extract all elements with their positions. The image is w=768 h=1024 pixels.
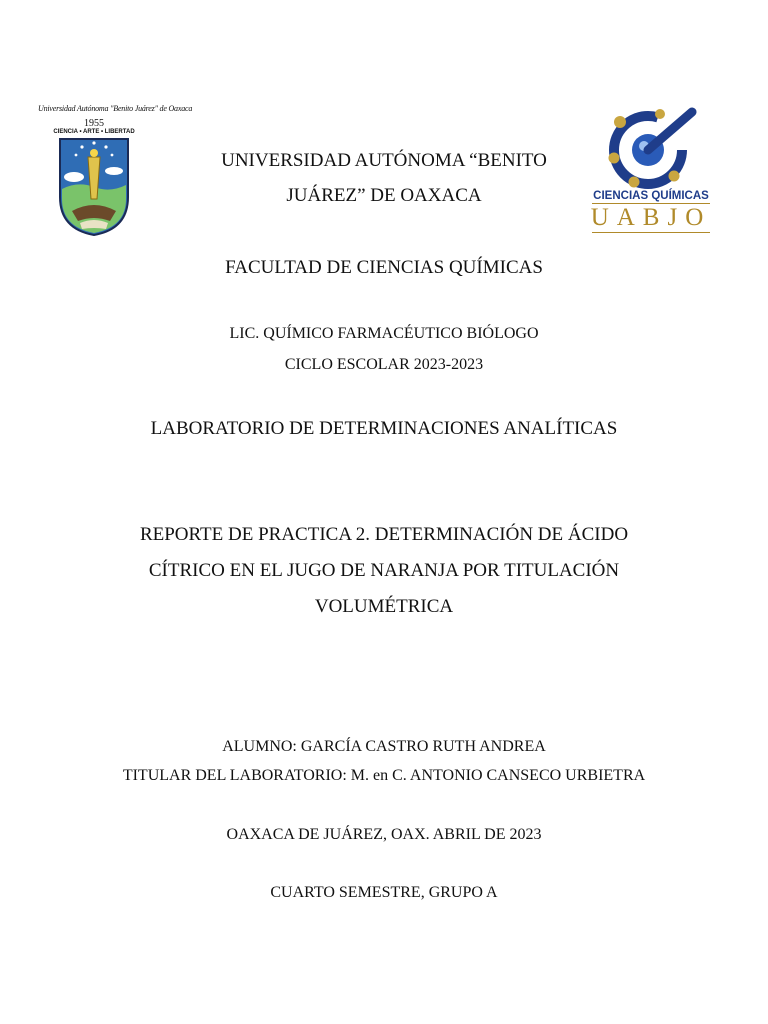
faculty-name: FACULTAD DE CIENCIAS QUÍMICAS — [225, 257, 543, 278]
place-and-date: OAXACA DE JUÁREZ, OAX. ABRIL DE 2023 — [226, 826, 542, 843]
school-cycle: CICLO ESCOLAR 2023-2023 — [284, 356, 484, 373]
laboratory-name: LABORATORIO DE DETERMINACIONES ANALÍTICAS — [150, 418, 618, 439]
logo-rule-bottom — [592, 232, 710, 233]
seal-year: 1955 — [84, 118, 104, 129]
report-title-line1: REPORTE DE PRACTICA 2. DETERMINACIÓN DE ÁCIDO — [139, 524, 629, 545]
report-title-line2: CÍTRICO EN EL JUGO DE NARANJA POR TITULACIÓN — [148, 560, 620, 581]
report-title-line3: VOLUMÉTRICA — [314, 596, 454, 617]
university-name-line2: JUÁREZ” DE OAXACA — [286, 185, 482, 206]
student-name: ALUMNO: GARCÍA CASTRO RUTH ANDREA — [222, 738, 546, 755]
seal-motto: CIENCIA • ARTE • LIBERTAD — [53, 129, 135, 135]
semester-group: CUARTO SEMESTRE, GRUPO A — [270, 884, 498, 901]
degree-program: LIC. QUÍMICO FARMACÉUTICO BIÓLOGO — [229, 325, 539, 342]
seal-arc-text: Universidad Autónoma "Benito Juárez" de Oaxaca — [38, 104, 193, 113]
lab-instructor: TITULAR DEL LABORATORIO: M. en C. ANTONIO CANSECO URBIETRA — [122, 767, 646, 784]
chemistry-atom-icon — [600, 104, 704, 190]
university-name-line1: UNIVERSIDAD AUTÓNOMA “BENITO — [221, 150, 547, 171]
logo-bottom-text: UABJO — [590, 204, 712, 231]
logo-top-text: CIENCIAS QUÍMICAS — [593, 190, 709, 202]
